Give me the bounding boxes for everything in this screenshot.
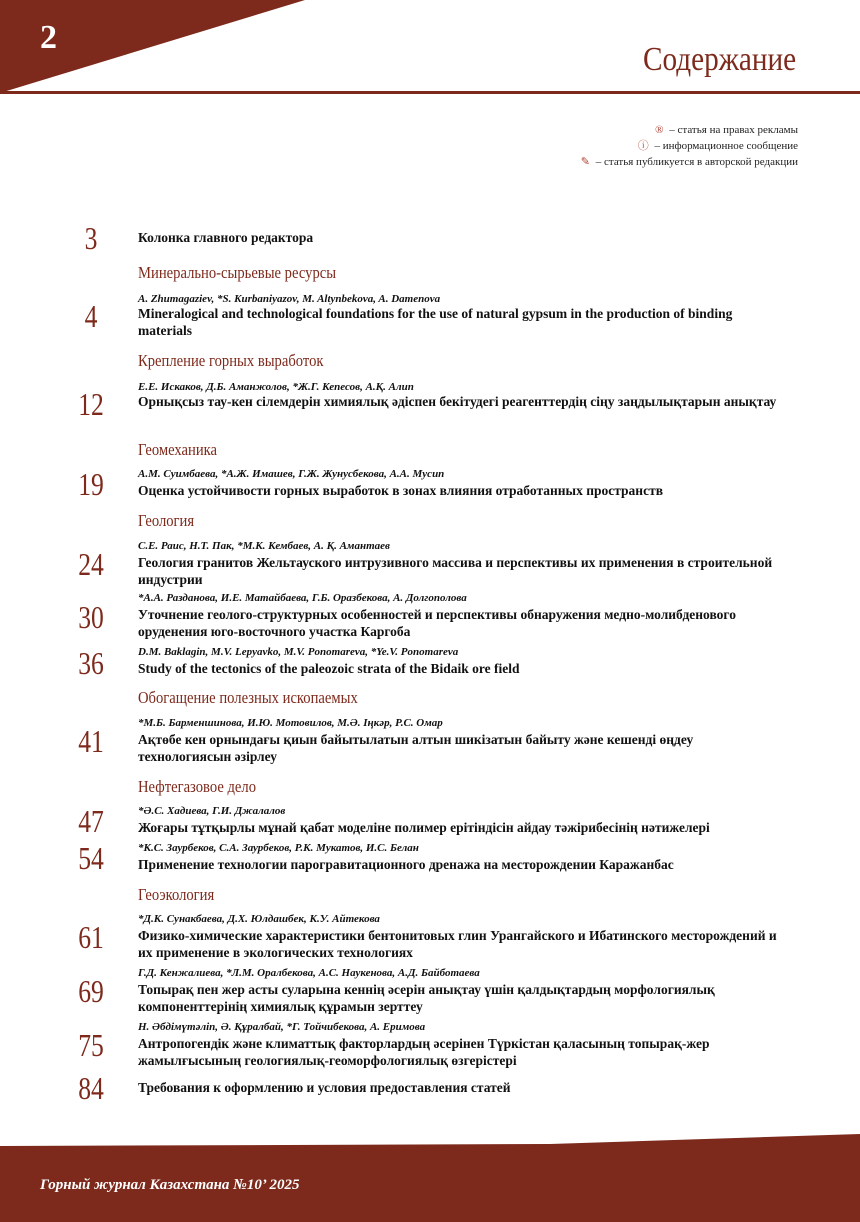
article-authors: Е.Е. Искаков, Д.Б. Аманжолов, *Ж.Г. Кепесов, А.Қ. Алип <box>138 381 414 393</box>
page-ref: 12 <box>78 386 104 422</box>
page-ref: 75 <box>78 1027 104 1063</box>
article-title[interactable]: Study of the tectonics of the paleozoic strata of the Bidaik ore field <box>138 661 520 676</box>
page-ref: 19 <box>78 466 104 502</box>
article-authors: *Д.К. Сунакбаева, Д.Х. Юлдашбек, К.У. Айтекова <box>138 913 380 925</box>
article-title[interactable]: Mineralogical and technological foundations for the use of natural gypsum in the production of binding materials <box>138 306 733 338</box>
page-ref: 24 <box>78 546 104 582</box>
info-icon: ⓘ <box>637 140 649 152</box>
page-ref: 61 <box>78 919 104 955</box>
section-heading: Крепление горных выработок <box>138 351 324 370</box>
article-authors: *А.А. Разданова, И.Е. Матайбаева, Г.Б. Оразбекова, А. Долгополова <box>138 592 467 604</box>
article-authors: *М.Б. Барменшинова, И.Ю. Мотовилов, М.Ә. Іңкәр, Р.С. Омар <box>138 717 443 729</box>
article-title[interactable]: Ақтөбе кен орнындағы қиын байытылатын алтын шикізатын байыту және кешенді өңдеу технологиясын әзірлеу <box>138 732 694 764</box>
page-ref: 47 <box>78 803 104 839</box>
page-number: 2 <box>40 19 57 56</box>
article-title[interactable]: Топырақ пен жер асты суларына кеннің әсерін анықтау үшін қалдықтардың морфологиялық компоненттерінің химиялық құрамын зерттеу <box>138 982 715 1014</box>
page-ref: 54 <box>78 840 104 876</box>
article-title[interactable]: Уточнение геолого-структурных особенностей и перспективы обнаружения медно-молибденового оруденения юго-восточного участка Каргоба <box>138 607 736 639</box>
registered-icon: ® <box>655 124 664 136</box>
article-authors: А.М. Суимбаева, *А.Ж. Имашев, Г.Ж. Жунусбекова, А.А. Мусип <box>138 468 445 480</box>
article-title[interactable]: Применение технологии парогравитационного дренажа на месторождении Каражанбас <box>138 857 674 872</box>
article-title[interactable]: Физико-химические характеристики бентонитовых глин Урангайского и Ибатинского месторождений и их применение в экологических технологиях <box>138 928 777 960</box>
page-ref: 69 <box>78 973 104 1009</box>
article-title[interactable]: Геология гранитов Жельтауского интрузивного массива и перспективы их применения в строительной индустрии <box>138 555 773 587</box>
section-heading: Нефтегазовое дело <box>138 777 257 796</box>
article-title[interactable]: Оценка устойчивости горных выработок в зонах влияния отработанных пространств <box>138 483 663 498</box>
article-authors: D.M. Baklagin, M.V. Lepyavko, M.V. Ponomareva, *Ye.V. Ponomareva <box>138 646 459 658</box>
section-heading: Минерально-сырьевые ресурсы <box>138 263 337 282</box>
article-authors: *К.С. Заурбеков, С.А. Заурбеков, Р.К. Мукатов, И.С. Белан <box>138 842 419 854</box>
article-title[interactable]: Антропогендік және климаттық факторлардың әсерінен Түркістан қаласының топырақ-жер жамылғысының геологиялық-геоморфологиялық өзгерістері <box>138 1036 710 1068</box>
toc-entry-title[interactable]: Требования к оформлению и условия предоставления статей <box>138 1080 511 1095</box>
page-ref: 4 <box>84 298 98 334</box>
page-ref: 30 <box>78 599 104 635</box>
toc-entry-title[interactable]: Колонка главного редактора <box>138 230 314 245</box>
pen-icon: ✎ <box>580 156 590 168</box>
section-heading: Геология <box>138 511 195 530</box>
article-authors: A. Zhumagaziev, *S. Kurbaniyazov, M. Altynbekova, A. Damenova <box>138 293 441 305</box>
article-title[interactable]: Жоғары тұтқырлы мұнай қабат моделіне полимер ерітіндісін айдау тәжірибесінің нәтижелері <box>138 820 710 835</box>
legend-text: – статья публикуется в авторской редакции <box>593 156 798 168</box>
article-authors: Г.Д. Кенжалиева, *Л.М. Оралбекова, А.С. Наукенова, А.Д. Байботаева <box>138 967 480 979</box>
page-ref: 3 <box>84 220 98 256</box>
legend-text: – информационное сообщение <box>651 140 798 152</box>
page-ref: 84 <box>78 1070 104 1106</box>
article-authors: С.Е. Раис, Н.Т. Пак, *М.К. Кембаев, А. Қ. Амантаев <box>138 540 390 552</box>
journal-footer: Горный журнал Казахстана №10’ 2025 <box>40 1177 300 1193</box>
article-title[interactable]: Орнықсыз тау-кен сілемдерін химиялық әдіспен бекітудегі реагенттердің сіңу заңдылықтарын анықтау <box>138 394 777 409</box>
section-heading: Геомеханика <box>138 440 218 459</box>
page-title: Содержание <box>642 41 796 78</box>
page-ref: 36 <box>78 645 104 681</box>
article-authors: Н. Әбдімүтәліп, Ә. Құралбай, *Г. Тойчибекова, А. Еримова <box>138 1021 426 1033</box>
section-heading: Геоэкология <box>138 885 215 904</box>
legend-text: – статья на правах рекламы <box>666 124 798 136</box>
page-ref: 41 <box>78 723 104 759</box>
article-authors: *Ә.С. Хадиева, Г.И. Джалалов <box>138 805 286 817</box>
section-heading: Обогащение полезных ископаемых <box>138 688 358 707</box>
